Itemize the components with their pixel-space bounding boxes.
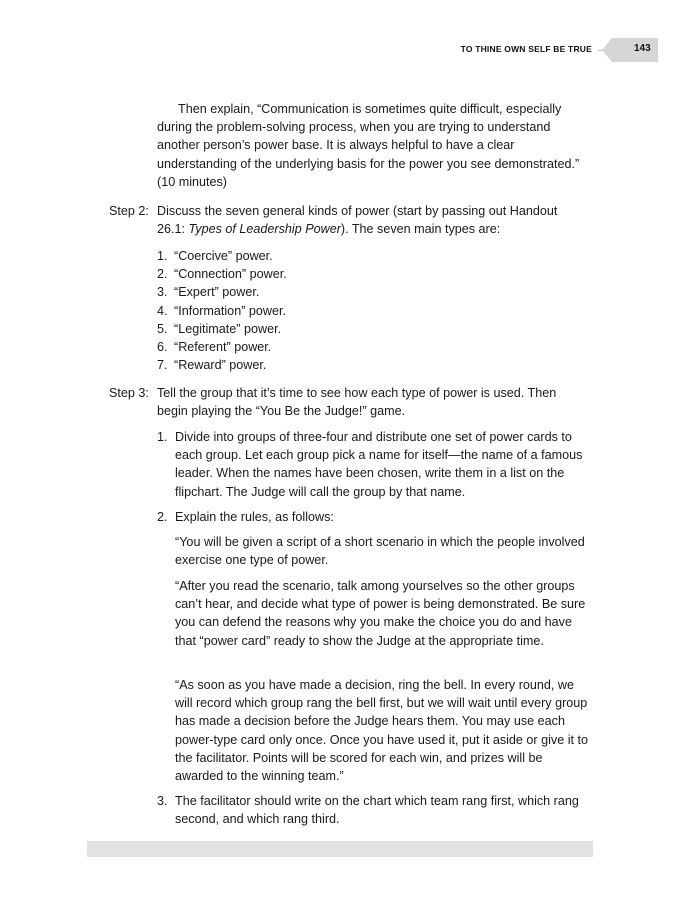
footer-bar bbox=[87, 841, 593, 857]
rules-paragraph-3: “As soon as you have made a decision, ring the bell. In every round, we will record which group rang the bell first, but we will wait until every group has made a decision before the Judge hears them. You may use each power-type card only once. Once you have used it, put it aside or give it to the facilitator. Points will be scored for each win, and prizes will be awarded to the winning team.” bbox=[175, 678, 589, 784]
list-number: 2. bbox=[157, 267, 168, 282]
substep-1-text: Divide into groups of three-four and distribute one set of power cards to each group. Let each group pick a name for itself—the name of a famous leader. When the names have been chosen, write them in a list on the flipchart. The Judge will call the group by that name. bbox=[175, 430, 583, 499]
substep-1-number: 1. bbox=[157, 430, 168, 444]
handout-title: Types of Leadership Power bbox=[188, 222, 341, 237]
rules-paragraph-2: “After you read the scenario, talk among yourselves so the other groups can’t hear, and decide what type of power is being demonstrated. Be sure you can defend the reasons why you make the choice you do and have that “power card” ready to show the Judge at the appropriate time. bbox=[175, 579, 586, 648]
list-text: “Referent” power. bbox=[174, 340, 272, 355]
list-text: “Connection” power. bbox=[174, 267, 287, 282]
list-item bbox=[157, 265, 587, 283]
list-number: 3. bbox=[157, 285, 168, 300]
list-item bbox=[157, 283, 587, 301]
step-2-text-before: Discuss the seven general kinds of power (start by passing out Handout 26.1: bbox=[157, 204, 558, 237]
list-text: “Information” power. bbox=[174, 303, 286, 318]
list-text: “Legitimate” power. bbox=[174, 321, 282, 336]
list-text: “Expert” power. bbox=[174, 285, 260, 300]
power-types-list bbox=[157, 247, 587, 374]
list-text: “Reward” power. bbox=[174, 358, 267, 373]
list-number: 6. bbox=[157, 340, 168, 355]
running-head: TO THINE OWN SELF BE TRUE bbox=[460, 44, 592, 54]
substep-2-number: 2. bbox=[157, 510, 168, 524]
list-number: 5. bbox=[157, 321, 168, 336]
step-2-text bbox=[157, 202, 587, 238]
substep-3-text: The facilitator should write on the chart which team rang first, which rang second, and which rang third. bbox=[175, 794, 579, 827]
step-2-text-after: ). The seven main types are: bbox=[340, 222, 501, 237]
list-text: “Coercive” power. bbox=[174, 249, 273, 263]
rules-paragraph-1: “You will be given a script of a short scenario in which the people involved exercise one type of power. bbox=[175, 535, 585, 568]
list-item bbox=[157, 338, 587, 356]
step-3-label: Step 3: bbox=[109, 386, 149, 400]
list-number: 1. bbox=[157, 249, 168, 263]
list-item bbox=[157, 356, 587, 374]
list-item bbox=[157, 247, 587, 265]
page-header bbox=[0, 38, 678, 62]
step-3-text: Tell the group that it’s time to see how each type of power is used. Then begin playing the “You Be the Judge!” game. bbox=[157, 386, 557, 419]
list-item bbox=[157, 320, 587, 338]
step-2-label: Step 2: bbox=[109, 204, 149, 218]
list-item bbox=[157, 302, 587, 320]
list-number: 4. bbox=[157, 303, 168, 318]
list-number: 7. bbox=[157, 358, 168, 373]
substep-2-text: Explain the rules, as follows: bbox=[175, 510, 334, 524]
page-number: 143 bbox=[634, 43, 651, 54]
intro-paragraph: Then explain, “Communication is sometimes quite difficult, especially during the problem-solving process, when you are trying to understand another person’s power base. It is always helpful to have a clear understanding of the underlying basis for the power you see demonstrated.” (10 minutes) bbox=[157, 102, 580, 189]
substep-3-number: 3. bbox=[157, 794, 168, 808]
